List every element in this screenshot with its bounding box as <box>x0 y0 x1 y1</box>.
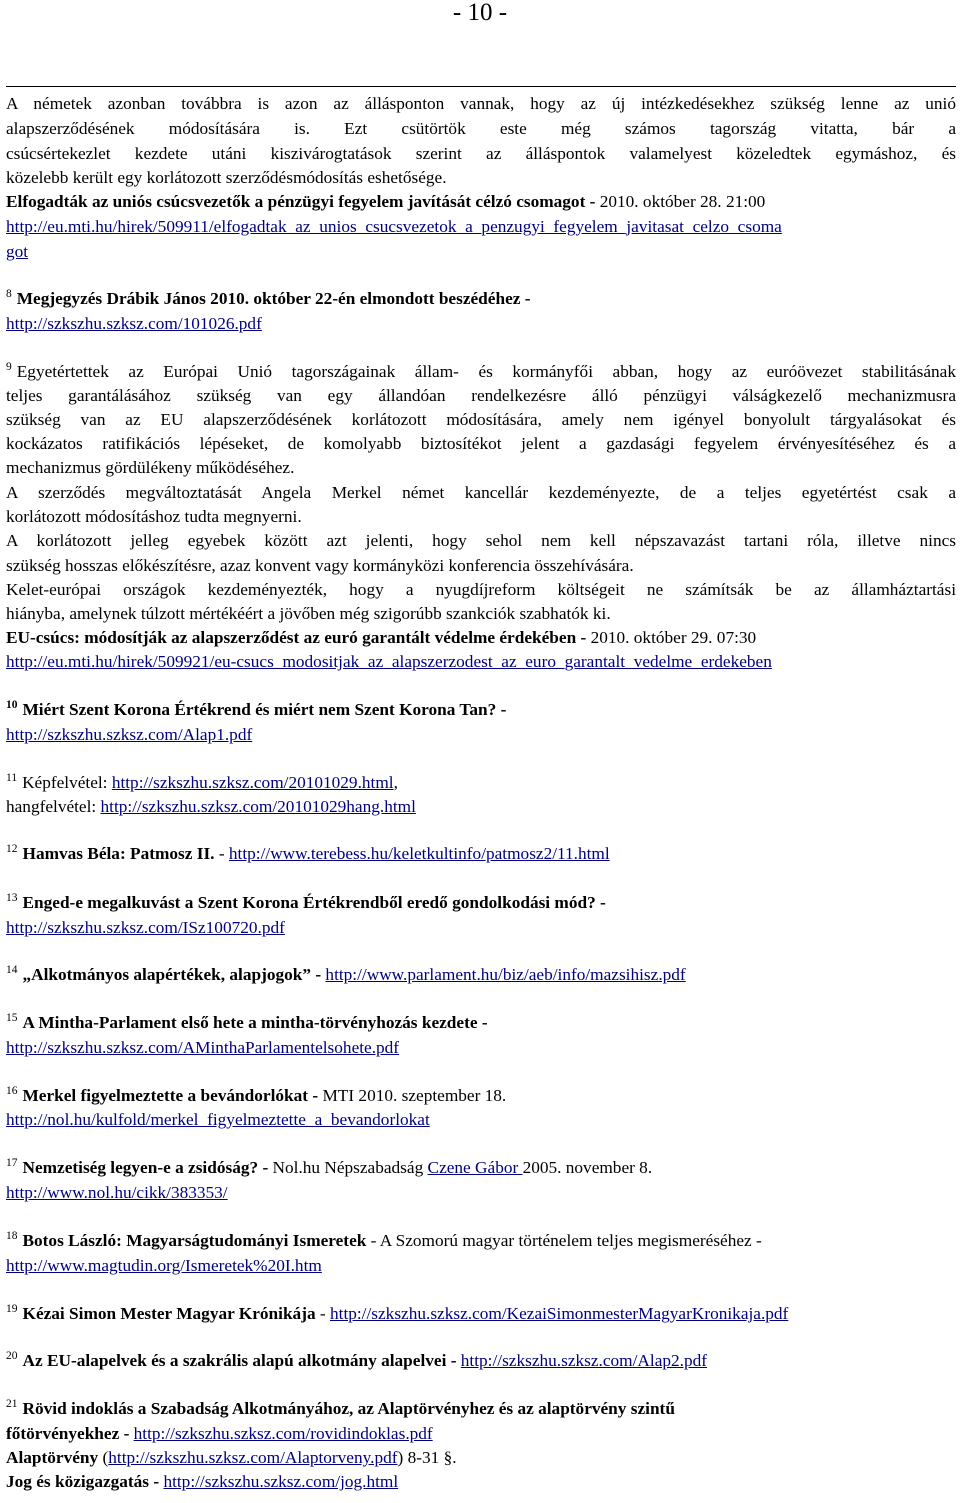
text-line <box>6 190 956 214</box>
text: Képfelvétel: <box>22 773 112 792</box>
footnote-number: 17 <box>6 1157 18 1169</box>
text: A korlátozott jelleg egyebek között azt jelenti, hogy sehol nem kell népszavazást tartani róla, illetve nincs <box>6 531 956 550</box>
bold-text: Nemzetiség legyen-e a zsidóság? - <box>22 1158 273 1177</box>
hyperlink[interactable]: http://szkszhu.szksz.com/jog.html <box>163 1472 399 1491</box>
footnote-number: 9 <box>6 361 12 373</box>
text-line <box>6 1181 956 1205</box>
hyperlink[interactable]: http://www.terebess.hu/keletkultinfo/patmosz2/11.html <box>228 844 610 863</box>
text: A németek azonban továbbra is azon az állásponton vannak, hogy az új intézkedésekhez szükség lenne az unió <box>6 94 956 113</box>
text-line <box>6 142 956 166</box>
footnote-number: 11 <box>6 772 18 784</box>
text-line <box>6 360 956 384</box>
hyperlink[interactable]: http://www.magtudin.org/Ismeretek%20I.htm <box>6 1256 322 1275</box>
bold-text: Botos László: Magyarságtudományi Ismeretek <box>22 1231 371 1250</box>
hyperlink[interactable]: http://szkszhu.szksz.com/ISz100720.pdf <box>6 918 285 937</box>
text-line <box>6 723 956 747</box>
page-number: - 10 - <box>452 0 508 26</box>
text: 2010. október 29. 07:30 <box>590 628 757 647</box>
text-line <box>6 117 956 141</box>
text-line <box>6 1446 956 1470</box>
text: Nol.hu Népszabadság <box>272 1158 428 1177</box>
hyperlink[interactable]: http://szkszhu.szksz.com/20101029.html <box>111 773 394 792</box>
text-line <box>6 578 956 602</box>
bold-text: EU-csúcs: módosítják az alapszerződést az euró garantált védelme érdekében - <box>6 628 591 647</box>
footnote-number: 16 <box>6 1085 18 1097</box>
text: Egyetértettek az Európai Unió tagországainak állam- és kormányfői abban, hogy az euróövezet stabilitásának <box>16 362 956 381</box>
text-line <box>6 795 956 819</box>
hyperlink[interactable]: http://szkszhu.szksz.com/Alaptorveny.pdf <box>108 1448 398 1467</box>
footnote-number: 20 <box>6 1350 18 1362</box>
text-line <box>6 554 956 578</box>
footnote-number: 21 <box>6 1398 18 1410</box>
hyperlink[interactable]: Czene Gábor <box>427 1158 523 1177</box>
bold-text: Jog és közigazgatás - <box>6 1472 164 1491</box>
text: szükség van az EU alapszerződésének korlátozott módosítására, amely nem igényel bonyolult tárgyalásokat és <box>6 410 956 429</box>
text-line <box>6 891 956 915</box>
text-line <box>6 92 956 116</box>
hyperlink[interactable]: http://szkszhu.szksz.com/101026.pdf <box>6 314 262 333</box>
footnote-number: 18 <box>6 1230 18 1242</box>
text-line <box>6 1108 956 1132</box>
text-line <box>6 1036 956 1060</box>
hyperlink[interactable]: http://www.nol.hu/cikk/383353/ <box>6 1183 228 1202</box>
text-line <box>6 963 956 987</box>
text-line <box>6 384 956 408</box>
hyperlink[interactable]: http://szkszhu.szksz.com/AMinthaParlamentelsohete.pdf <box>6 1038 400 1057</box>
text: kockázatos ratifikációs lépéseket, de komolyabb biztosítékot jelent a gazdasági fegyelem érvényesítéséhez és a <box>6 434 956 453</box>
hyperlink[interactable]: http://szkszhu.szksz.com/20101029hang.html <box>100 797 416 816</box>
text-line <box>6 1084 956 1108</box>
footnote-number: 12 <box>6 843 18 855</box>
text-line <box>6 1254 956 1278</box>
text-line <box>6 1011 956 1035</box>
text-line <box>6 312 956 336</box>
text: szükség hosszas előkészítésre, azaz konvent vagy kormányközi konferencia összehívására. <box>6 556 634 575</box>
text: korlátozott módosításhoz tudta megnyerni. <box>6 507 302 526</box>
text-line <box>6 287 956 311</box>
text: - A Szomorú magyar történelem teljes megismeréséhez - <box>370 1231 762 1250</box>
bold-text: Kézai Simon Mester Magyar Krónikája <box>22 1304 320 1323</box>
text: Kelet-európai országok kezdeményezték, hogy a nyugdíjreform költségeit ne számítsák be az államháztartási <box>6 580 956 599</box>
text-line <box>6 1349 956 1373</box>
text-line <box>6 1397 956 1421</box>
text-line <box>6 456 956 480</box>
text: , <box>393 773 398 792</box>
text: - <box>319 1304 330 1323</box>
text: 2010. október 28. 21:00 <box>599 192 766 211</box>
hyperlink[interactable]: http://eu.mti.hu/hirek/509911/elfogadtak_az_unios_csucsvezetok_a_penzugyi_fegyelem_javitasat_celzo_csoma <box>6 217 782 236</box>
footnote-number: 14 <box>6 964 18 976</box>
text: ) 8-31 §. <box>397 1448 457 1467</box>
footnote-number: 10 <box>6 699 18 711</box>
text: hiányba, amelynek túlzott mértékéért a jövőben még szigorúbb szankciók szabhatók ki. <box>6 604 611 623</box>
text-line <box>6 698 956 722</box>
footnote-number: 19 <box>6 1303 18 1315</box>
bold-text: főtörvényekhez - <box>6 1424 134 1443</box>
text-line <box>6 1422 956 1446</box>
hyperlink[interactable]: http://szkszhu.szksz.com/Alap2.pdf <box>460 1351 707 1370</box>
bold-text: Rövid indoklás a Szabadság Alkotmányához, az Alaptörvényhez és az alaptörvény szintű <box>22 1399 675 1418</box>
bold-text: A Mintha-Parlament első hete a mintha-törvényhozás kezdete - <box>22 1013 488 1032</box>
hyperlink[interactable]: http://szkszhu.szksz.com/rovidindoklas.pdf <box>133 1424 433 1443</box>
text: - <box>218 844 229 863</box>
bold-text: Elfogadták az uniós csúcsvezetők a pénzügyi fegyelem javítását célzó csomagot - <box>6 192 600 211</box>
text-line <box>6 602 956 626</box>
text-line <box>6 166 956 190</box>
text-line <box>6 650 956 674</box>
text-line <box>6 432 956 456</box>
bold-text: Enged-e megalkuvást a Szent Korona Értékrendből eredő gondolkodási mód? - <box>22 893 606 912</box>
text-line <box>6 240 956 264</box>
text-line <box>6 916 956 940</box>
text-line <box>6 771 956 795</box>
text: közelebb került egy korlátozott szerződésmódosítás eshetősége. <box>6 168 447 187</box>
text: ( <box>102 1448 109 1467</box>
hyperlink[interactable]: http://www.parlament.hu/biz/aeb/info/mazsihisz.pdf <box>325 965 686 984</box>
bold-text: Megjegyzés Drábik János 2010. október 22-én elmondott beszédéhez - <box>16 289 531 308</box>
hyperlink[interactable]: http://szkszhu.szksz.com/Alap1.pdf <box>6 725 253 744</box>
text: teljes garantálásához szükség van egy állandóan rendelkezésre álló pénzügyi válságkezelő mechanizmusra <box>6 386 956 405</box>
text: mechanizmus gördülékeny működéséhez. <box>6 458 295 477</box>
bold-text: Az EU-alapelvek és a szakrális alapú alkotmány alapelvei - <box>22 1351 461 1370</box>
hyperlink[interactable]: http://eu.mti.hu/hirek/509921/eu-csucs_modositjak_az_alapszerzodest_az_euro_garantalt_vedelme_erdekeben <box>6 652 772 671</box>
bold-text: Hamvas Béla: Patmosz II. <box>22 844 219 863</box>
text: A szerződés megváltoztatását Angela Merkel német kancellár kezdeményezte, de a teljes egyetértést csak a <box>6 483 956 502</box>
hyperlink[interactable]: http://szkszhu.szksz.com/KezaiSimonmesterMagyarKronikaja.pdf <box>330 1304 789 1323</box>
bold-text: Miért Szent Korona Értékrend és miért nem Szent Korona Tan? - <box>22 700 507 719</box>
text-line <box>6 529 956 553</box>
text-line <box>6 626 956 650</box>
text-line <box>6 842 956 866</box>
footnote-number: 13 <box>6 892 18 904</box>
text-line <box>6 408 956 432</box>
bold-text: Merkel figyelmeztette a bevándorlókat - <box>22 1086 323 1105</box>
hyperlink[interactable]: got <box>6 242 29 261</box>
text-line <box>6 1229 956 1253</box>
text: csúcsértekezlet kezdete utáni kiszivárogtatások szerint az álláspontok valamelyest közeledtek egymáshoz, és <box>6 144 956 163</box>
text-line <box>6 481 956 505</box>
footnote-number: 8 <box>6 288 12 300</box>
header-rule <box>6 86 956 87</box>
text: alapszerződésének módosítására is. Ezt csütörtök este még számos tagország vitatta, bár a <box>6 119 956 138</box>
text-line <box>6 1470 956 1494</box>
text-line <box>6 215 956 239</box>
text-line <box>6 1156 956 1180</box>
hyperlink[interactable]: http://nol.hu/kulfold/merkel_figyelmeztette_a_bevandorlokat <box>6 1110 430 1129</box>
text-line <box>6 505 956 529</box>
footnote-number: 15 <box>6 1012 18 1024</box>
text: 2005. november 8. <box>522 1158 653 1177</box>
text-line <box>6 1302 956 1326</box>
text: hangfelvétel: <box>6 797 101 816</box>
text: MTI 2010. szeptember 18. <box>322 1086 507 1105</box>
bold-text: „Alkotmányos alapértékek, alapjogok” - <box>22 965 326 984</box>
bold-text: Alaptörvény <box>6 1448 103 1467</box>
